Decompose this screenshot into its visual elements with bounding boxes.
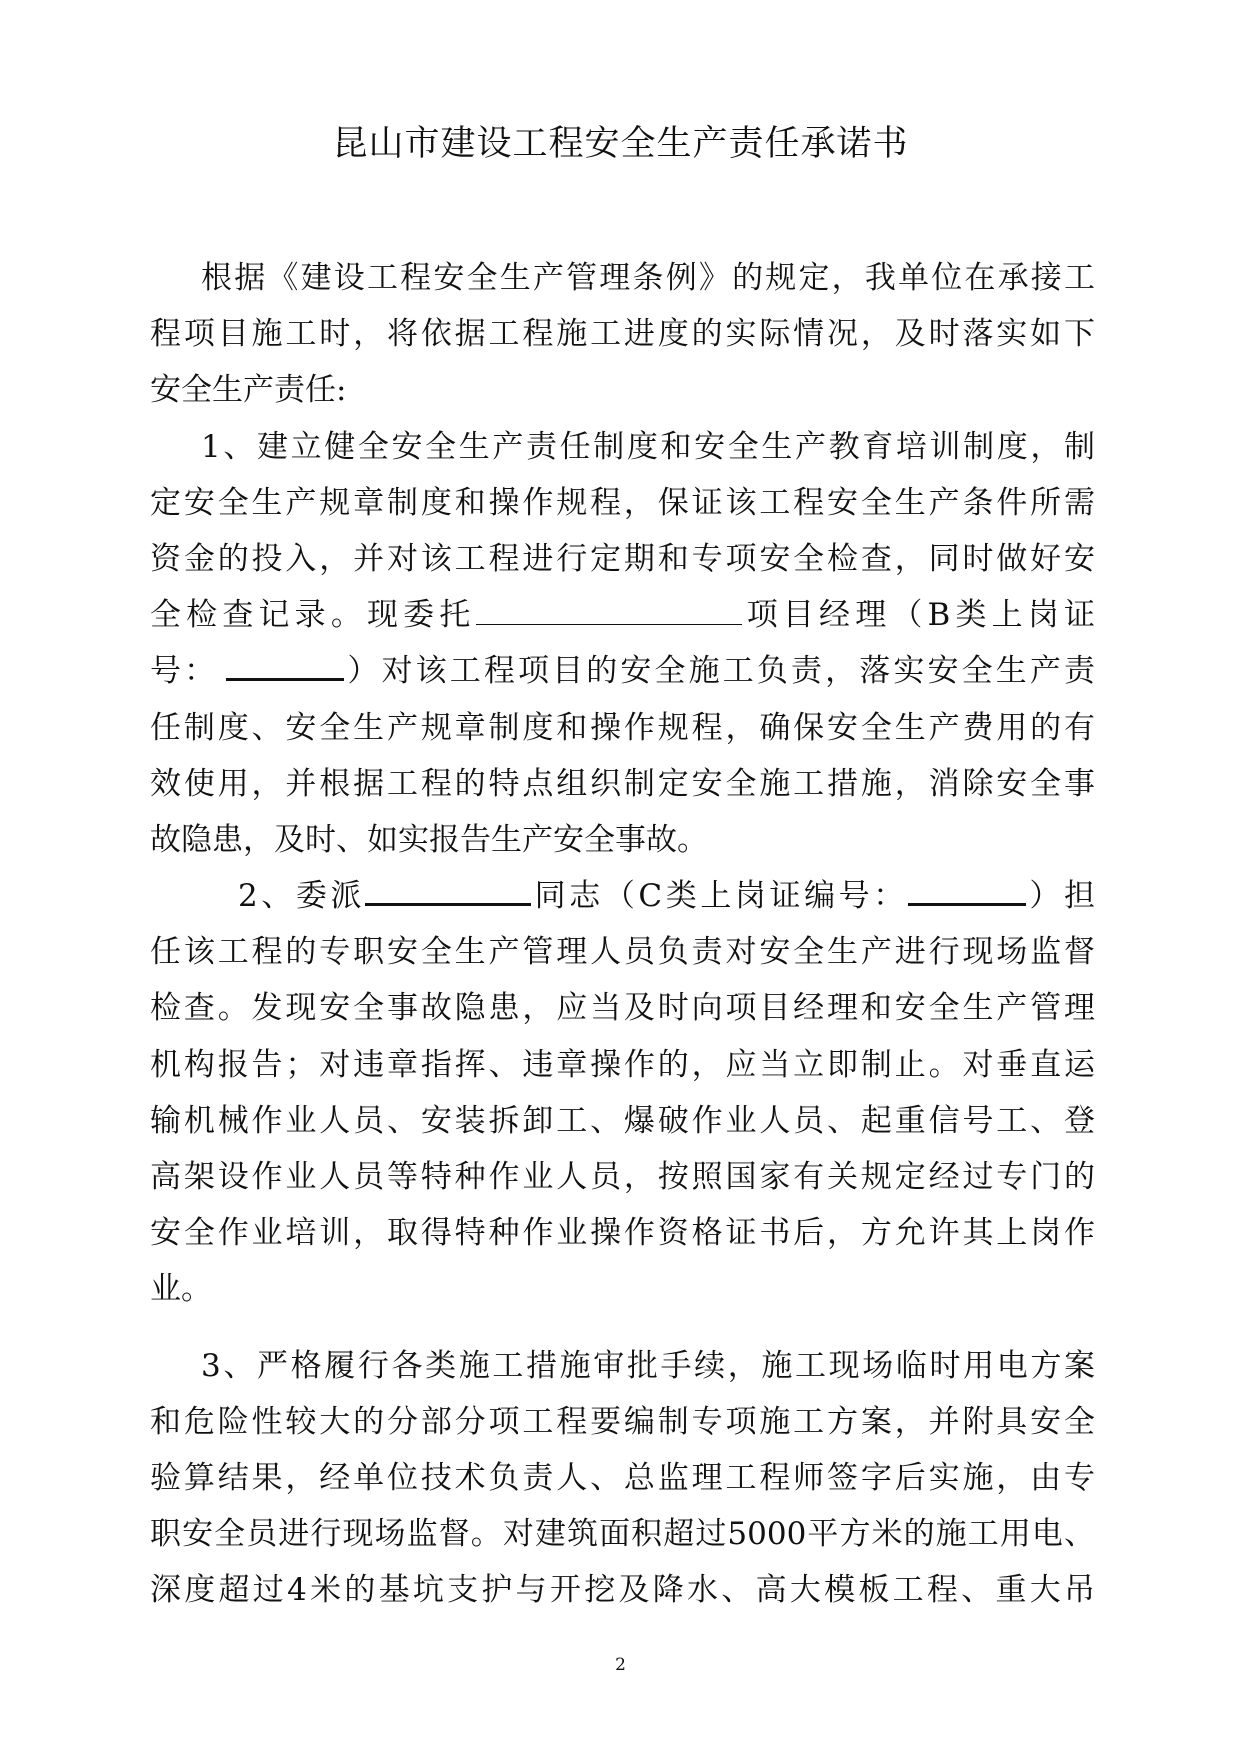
page-title: 昆山市建设工程安全生产责任承诺书	[332, 124, 909, 164]
document-body	[150, 250, 1095, 1619]
item-3-paragraph	[150, 1338, 1095, 1619]
text-line: 验算结果，经单位技术负责人、总监理工程师签字后实施，由专	[150, 1459, 1095, 1496]
text-segment: 2、委派	[238, 878, 366, 915]
text-segment: 号：	[150, 653, 219, 690]
intro-paragraph	[150, 250, 1095, 419]
text-line	[150, 643, 1095, 699]
text-line: 故隐患，及时、如实报告生产安全事故。	[150, 821, 708, 858]
item-2-paragraph	[150, 868, 1095, 1318]
text-line	[150, 587, 1095, 643]
text-line: 安全作业培训，取得特种作业操作资格证书后，方允许其上岗作	[150, 1215, 1095, 1252]
text-line	[150, 868, 1095, 924]
text-line: 安全生产责任:	[150, 372, 347, 409]
text-line: 机构报告；对违章指挥、违章操作的，应当立即制止。对垂直运	[150, 1046, 1095, 1083]
text-line: 资金的投入，并对该工程进行定期和专项安全检查，同时做好安	[150, 540, 1095, 577]
b-certificate-number-blank[interactable]	[226, 650, 344, 681]
text-line: 深度超过4米的基坑支护与开挖及降水、高大模板工程、重大吊	[150, 1572, 1095, 1609]
text-segment: 项目经理（B类上岗证	[741, 597, 1096, 634]
project-manager-name-blank[interactable]	[476, 596, 742, 625]
text-segment: 全检查记录。现委托	[150, 597, 476, 634]
text-line: 输机械作业人员、安装拆卸工、爆破作业人员、起重信号工、登	[150, 1102, 1095, 1139]
text-line: 根据《建设工程安全生产管理条例》的规定，我单位在承接工	[201, 260, 1095, 296]
text-line: 检查。发现安全事故隐患，应当及时向项目经理和安全生产管理	[150, 990, 1095, 1027]
text-line: 业。	[150, 1271, 212, 1308]
text-line: 3、严格履行各类施工措施审批手续，施工现场临时用电方案	[201, 1347, 1095, 1384]
safety-officer-name-blank[interactable]	[365, 875, 531, 906]
text-line: 效使用，并根据工程的特点组织制定安全施工措施，消除安全事	[150, 765, 1095, 802]
text-line: 程项目施工时，将依据工程施工进度的实际情况，及时落实如下	[150, 316, 1095, 353]
text-line: 定安全生产规章制度和操作规程，保证该工程安全生产条件所需	[150, 484, 1095, 521]
text-line: 高架设作业人员等特种作业人员，按照国家有关规定经过专门的	[150, 1159, 1095, 1195]
text-line: 任制度、安全生产规章制度和操作规程，确保安全生产费用的有	[150, 709, 1095, 746]
text-line: 和危险性较大的分部分项工程要编制专项施工方案，并附具安全	[150, 1403, 1095, 1440]
c-certificate-number-blank[interactable]	[908, 875, 1026, 906]
text-line: 1、建立健全安全生产责任制度和安全生产教育培训制度，制	[201, 428, 1095, 465]
text-segment: ）担	[1025, 878, 1095, 915]
text-line: 职安全员进行现场监督。对建筑面积超过5000平方米的施工用电、	[150, 1516, 1095, 1553]
text-segment: ）对该工程项目的安全施工负责，落实安全生产责	[344, 653, 1095, 690]
text-line: 任该工程的专职安全生产管理人员负责对安全生产进行现场监督	[150, 934, 1095, 971]
item-1-paragraph	[150, 419, 1095, 869]
page-number: 2	[615, 1655, 626, 1675]
text-segment: 同志（C类上岗证编号：	[531, 878, 908, 915]
